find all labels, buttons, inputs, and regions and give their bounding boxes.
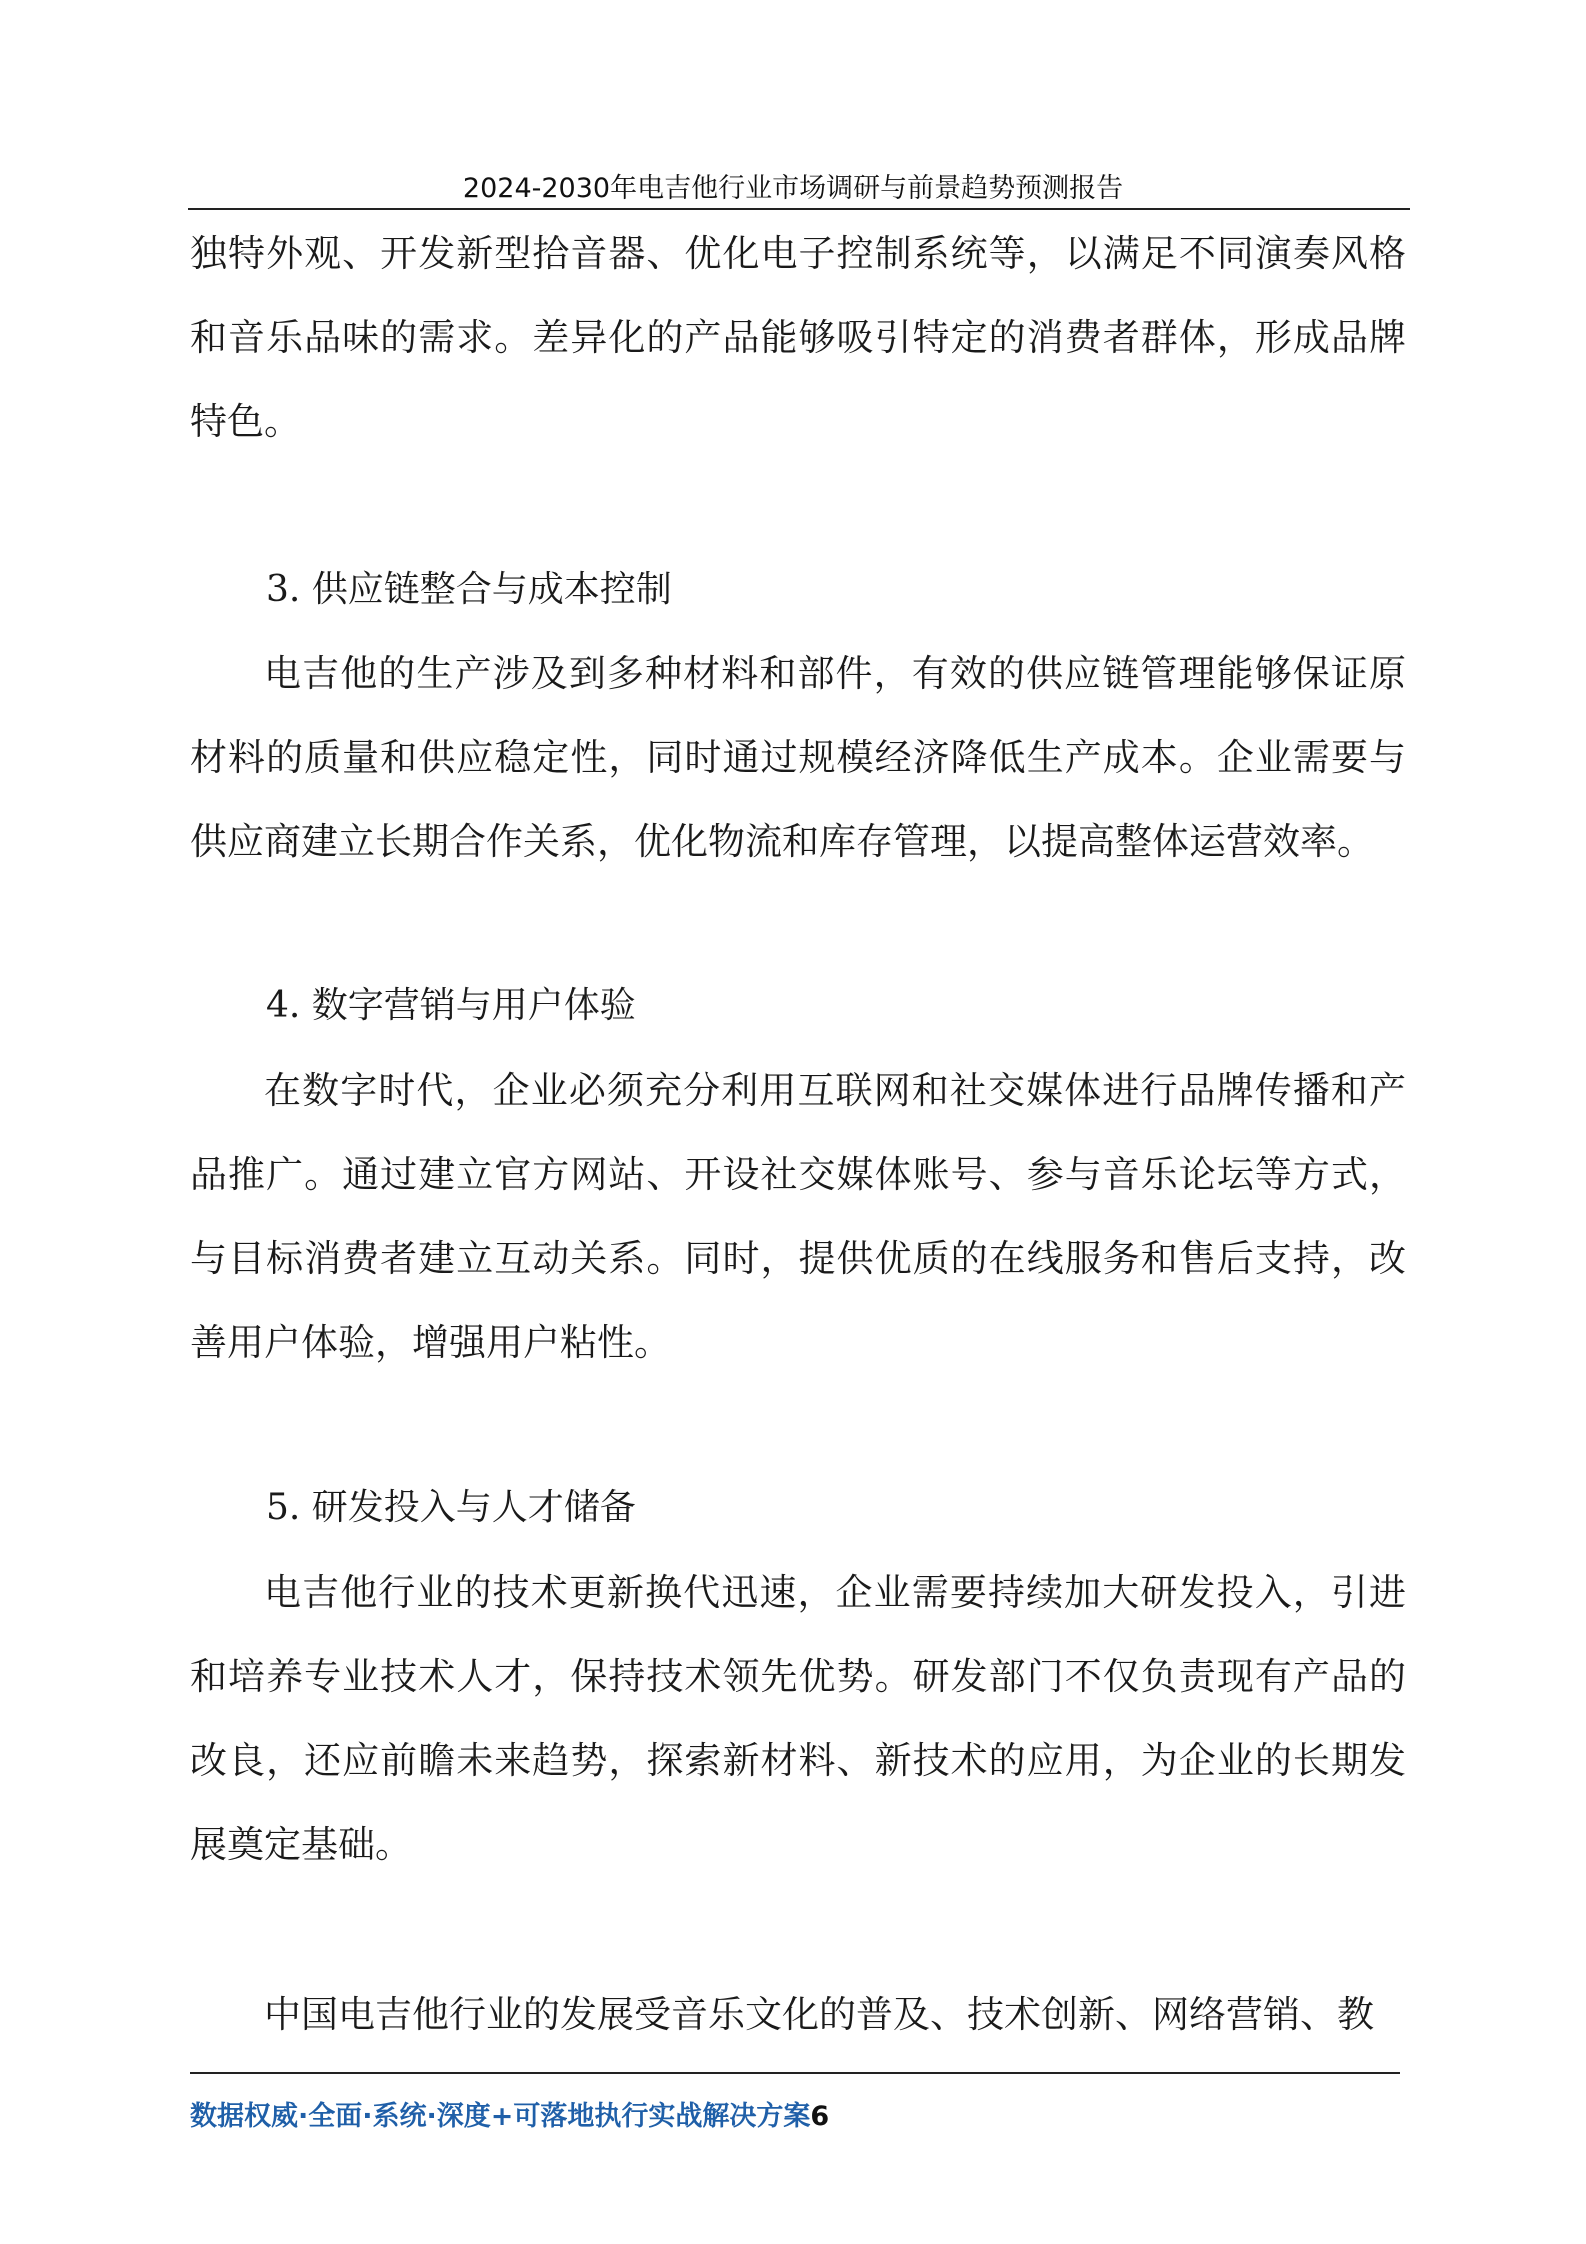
page-number: 6	[810, 2101, 830, 2132]
section-heading-4: 4. 数字营销与用户体验	[266, 985, 636, 1026]
footer-slogan: 数据权威·全面·系统·深度+可落地执行实战解决方案	[190, 2101, 811, 2132]
footer	[190, 2094, 829, 2133]
footer-divider	[190, 2072, 1400, 2074]
paragraph-continuation: 独特外观、开发新型拾音器、优化电子控制系统等，以满足不同演奏风格和音乐品味的需求。差异化的产品能够吸引特定的消费者群体，形成品牌特色。	[190, 232, 1406, 443]
paragraph-summary: 中国电吉他行业的发展受音乐文化的普及、技术创新、网络营销、教	[264, 1993, 1374, 2036]
section-heading-3: 3. 供应链整合与成本控制	[266, 569, 672, 610]
paragraph-section-3: 电吉他的生产涉及到多种材料和部件，有效的供应链管理能够保证原材料的质量和供应稳定性，同时通过规模经济降低生产成本。企业需要与供应商建立长期合作关系，优化物流和库存管理，以提高整体运营效率。	[190, 652, 1406, 863]
section-heading-5: 5. 研发投入与人才储备	[266, 1487, 636, 1528]
page-header-title: 2024-2030年电吉他行业市场调研与前景趋势预测报告	[462, 173, 1124, 204]
header-divider	[188, 208, 1410, 210]
paragraph-section-4: 在数字时代，企业必须充分利用互联网和社交媒体进行品牌传播和产品推广。通过建立官方网站、开设社交媒体账号、参与音乐论坛等方式，与目标消费者建立互动关系。同时，提供优质的在线服务和售后支持，改善用户体验，增强用户粘性。	[190, 1069, 1406, 1364]
paragraph-section-5: 电吉他行业的技术更新换代迅速，企业需要持续加大研发投入，引进和培养专业技术人才，保持技术领先优势。研发部门不仅负责现有产品的改良，还应前瞻未来趋势，探索新材料、新技术的应用，为企业的长期发展奠定基础。	[190, 1571, 1406, 1866]
